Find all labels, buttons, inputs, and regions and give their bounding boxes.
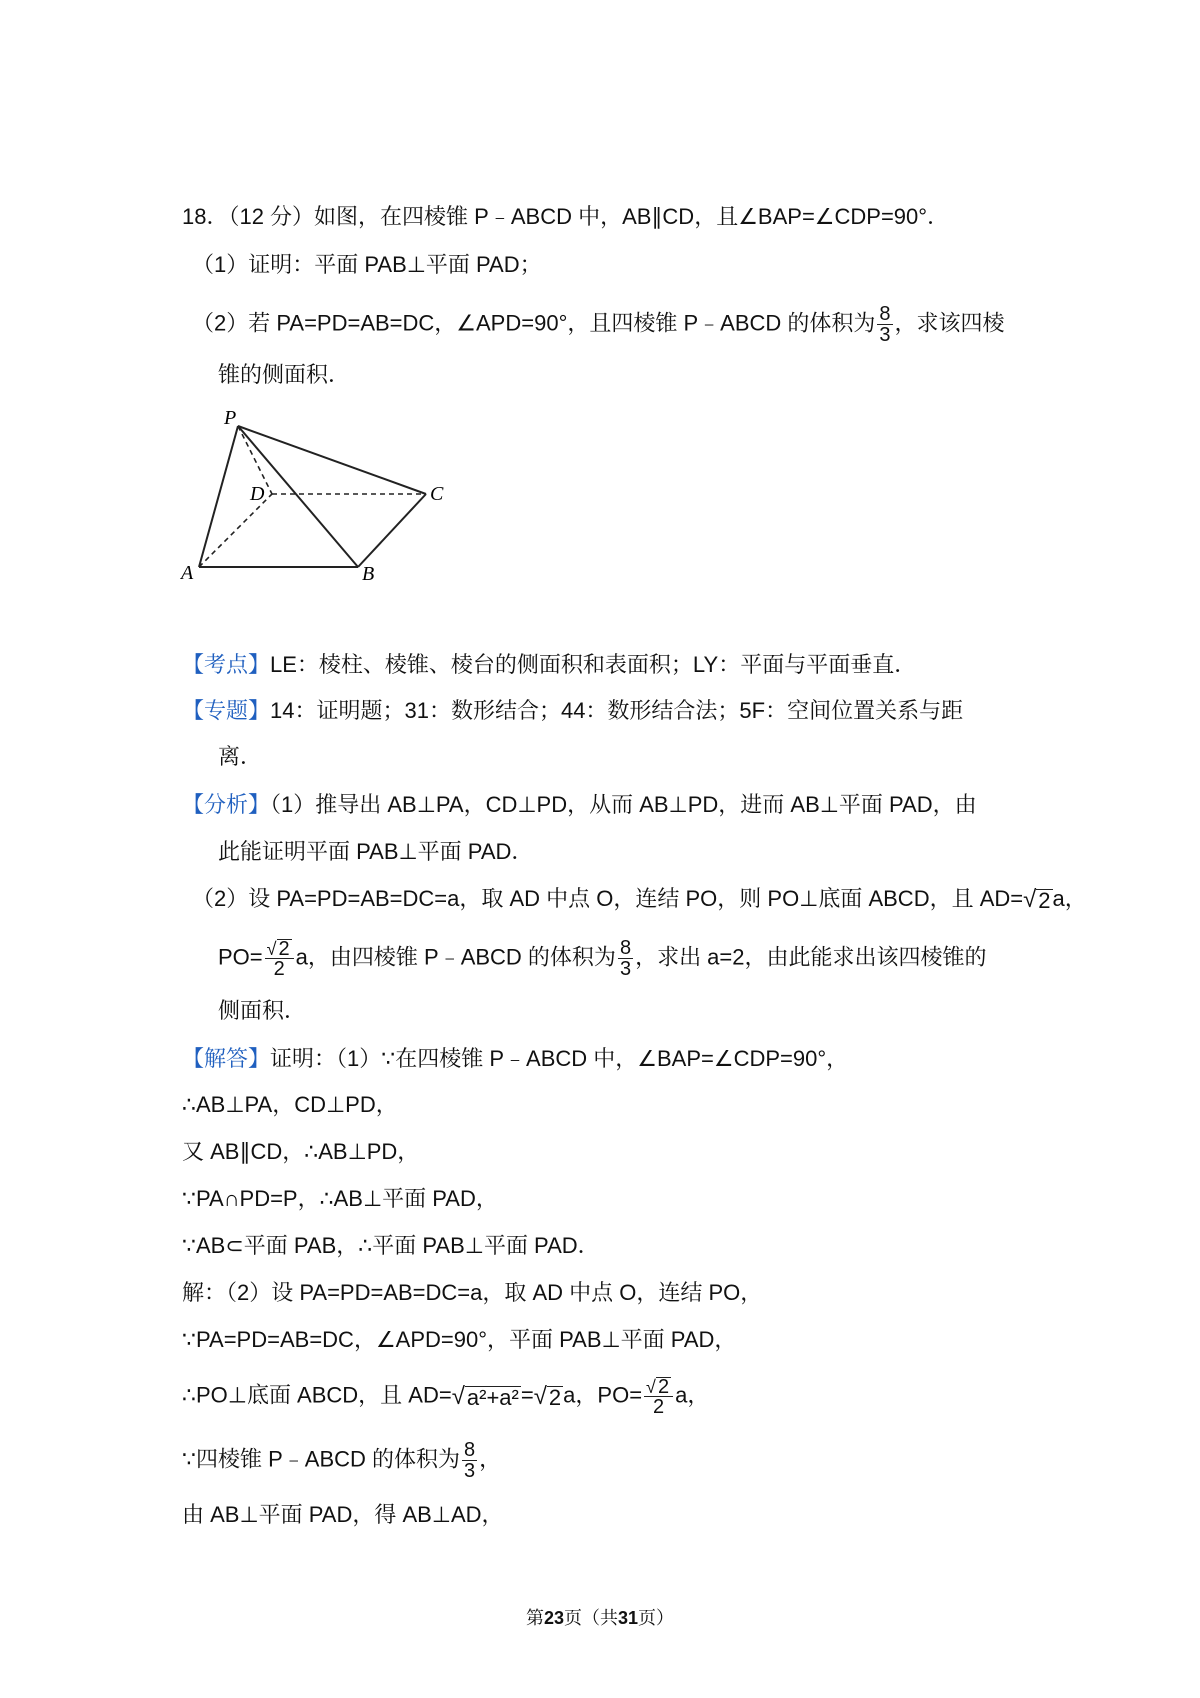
volume-fraction-2: $\frac{8}{3}$: [619, 937, 632, 981]
sqrt-a2-a2: √ a²+a²: [451, 1382, 519, 1410]
jieda-line10: 由 AB⊥平面 PAD，得 AB⊥AD，: [182, 1502, 504, 1527]
jieda-line1: 【解答】证明：（1）∵在四棱锥 P﹣ABCD 中，∠BAP=∠CDP=90°，: [182, 1046, 849, 1071]
jieda-line7: ∵PA=PD=AB=DC，∠APD=90°，平面 PAB⊥平面 PAD，: [182, 1327, 737, 1352]
problem-part1: （1）证明：平面 PAB⊥平面 PAD；: [192, 252, 542, 277]
fenxi-text3: （2）设 PA=PD=AB=DC=a，取 AD 中点 O，连结 PO，则 PO⊥底面 ABCD，且 AD=: [192, 886, 1024, 911]
problem-part2-tail: ，求该四棱: [894, 310, 1005, 336]
jieda-line2: ∴AB⊥PA，CD⊥PD，: [182, 1092, 398, 1117]
jieda-line5: ∵AB⊂平面 PAB，∴平面 PAB⊥平面 PAD．: [182, 1233, 600, 1258]
jieda-line3: 又 AB∥CD，∴AB⊥PD，: [182, 1139, 420, 1164]
pyramid-figure: [180, 400, 480, 590]
label-P: P: [224, 407, 237, 429]
po-fraction: √ 2 2: [644, 1376, 673, 1417]
fenxi-tag: 【分析】: [182, 792, 271, 817]
jieda-line4: ∵PA∩PD=P，∴AB⊥平面 PAD，: [182, 1186, 498, 1211]
edge-BC: [358, 494, 426, 567]
problem-part2-text: （2）若 PA=PD=AB=DC，∠APD=90°，且四棱锥 P﹣ABCD 的体积为: [192, 310, 876, 336]
label-D: D: [250, 483, 265, 505]
fenxi-line3: （2）设 PA=PD=AB=DC=a，取 AD 中点 O，连结 PO，则 PO⊥底面 ABCD，且 AD= √ 2 a，: [192, 886, 1087, 914]
jieda-line6: 解：（2）设 PA=PD=AB=DC=a，取 AD 中点 O，连结 PO，: [182, 1280, 763, 1305]
jieda-tag: 【解答】: [182, 1046, 271, 1071]
problem-part2-cont: 锥的侧面积．: [218, 362, 351, 387]
sqrt-2-AD: √ 2: [1023, 886, 1051, 914]
label-B: B: [362, 563, 375, 585]
page-number: 23: [543, 1608, 564, 1628]
fenxi-line1: [182, 790, 977, 820]
problem-part2: [192, 304, 1005, 345]
jieda-line9: ∵四棱锥 P﹣ABCD 的体积为 $\frac{8}{3}$ ，: [182, 1439, 502, 1482]
zhuanti-text: 14：证明题；31：数形结合；44：数形结合法；5F：空间位置关系与距: [270, 698, 964, 723]
label-C: C: [430, 483, 444, 505]
volume-fraction-3: $\frac{8}{3}$: [464, 1439, 476, 1482]
zhuanti-cont: 离．: [218, 744, 263, 769]
kaodian-text: LE：棱柱、棱锥、棱台的侧面积和表面积；LY：平面与平面垂直．: [270, 652, 917, 677]
fenxi-line4: PO= √ 2 2 a，由四棱锥 P﹣ABCD 的体积为 $\frac{8}{3}$ ，求出 a=2，由此能求出该四棱锥的: [218, 937, 987, 981]
zhuanti-line: [182, 696, 963, 726]
problem-line1: 18．（12 分）如图，在四棱锥 P﹣ABCD 中，AB∥CD，且∠BAP=∠CDP=90°．: [182, 204, 950, 229]
sqrt2-over-2-fraction: √ 2 2: [265, 938, 294, 979]
zhuanti-tag: 【专题】: [182, 698, 271, 723]
label-A: A: [181, 562, 194, 584]
kaodian-tag: 【考点】: [182, 652, 271, 677]
fenxi-text2: 此能证明平面 PAB⊥平面 PAD．: [218, 839, 534, 864]
kaodian-line: [182, 650, 916, 680]
page-total: 31: [618, 1608, 639, 1628]
fenxi-text5: 侧面积．: [218, 998, 307, 1023]
volume-fraction: $\frac{8}{3}$: [879, 303, 891, 346]
fenxi-text1: （1）推导出 AB⊥PA，CD⊥PD，从而 AB⊥PD，进而 AB⊥平面 PAD，由: [270, 792, 977, 817]
page-footer: 第23页（共31页）: [525, 1608, 675, 1628]
edge-PA: [199, 426, 238, 567]
sqrt-2-result: √ 2: [533, 1382, 562, 1410]
jieda-line8: ∴PO⊥底面 ABCD，且 AD= √ a²+a² = √ 2 a，PO= √ 2 2 a，: [182, 1376, 710, 1419]
